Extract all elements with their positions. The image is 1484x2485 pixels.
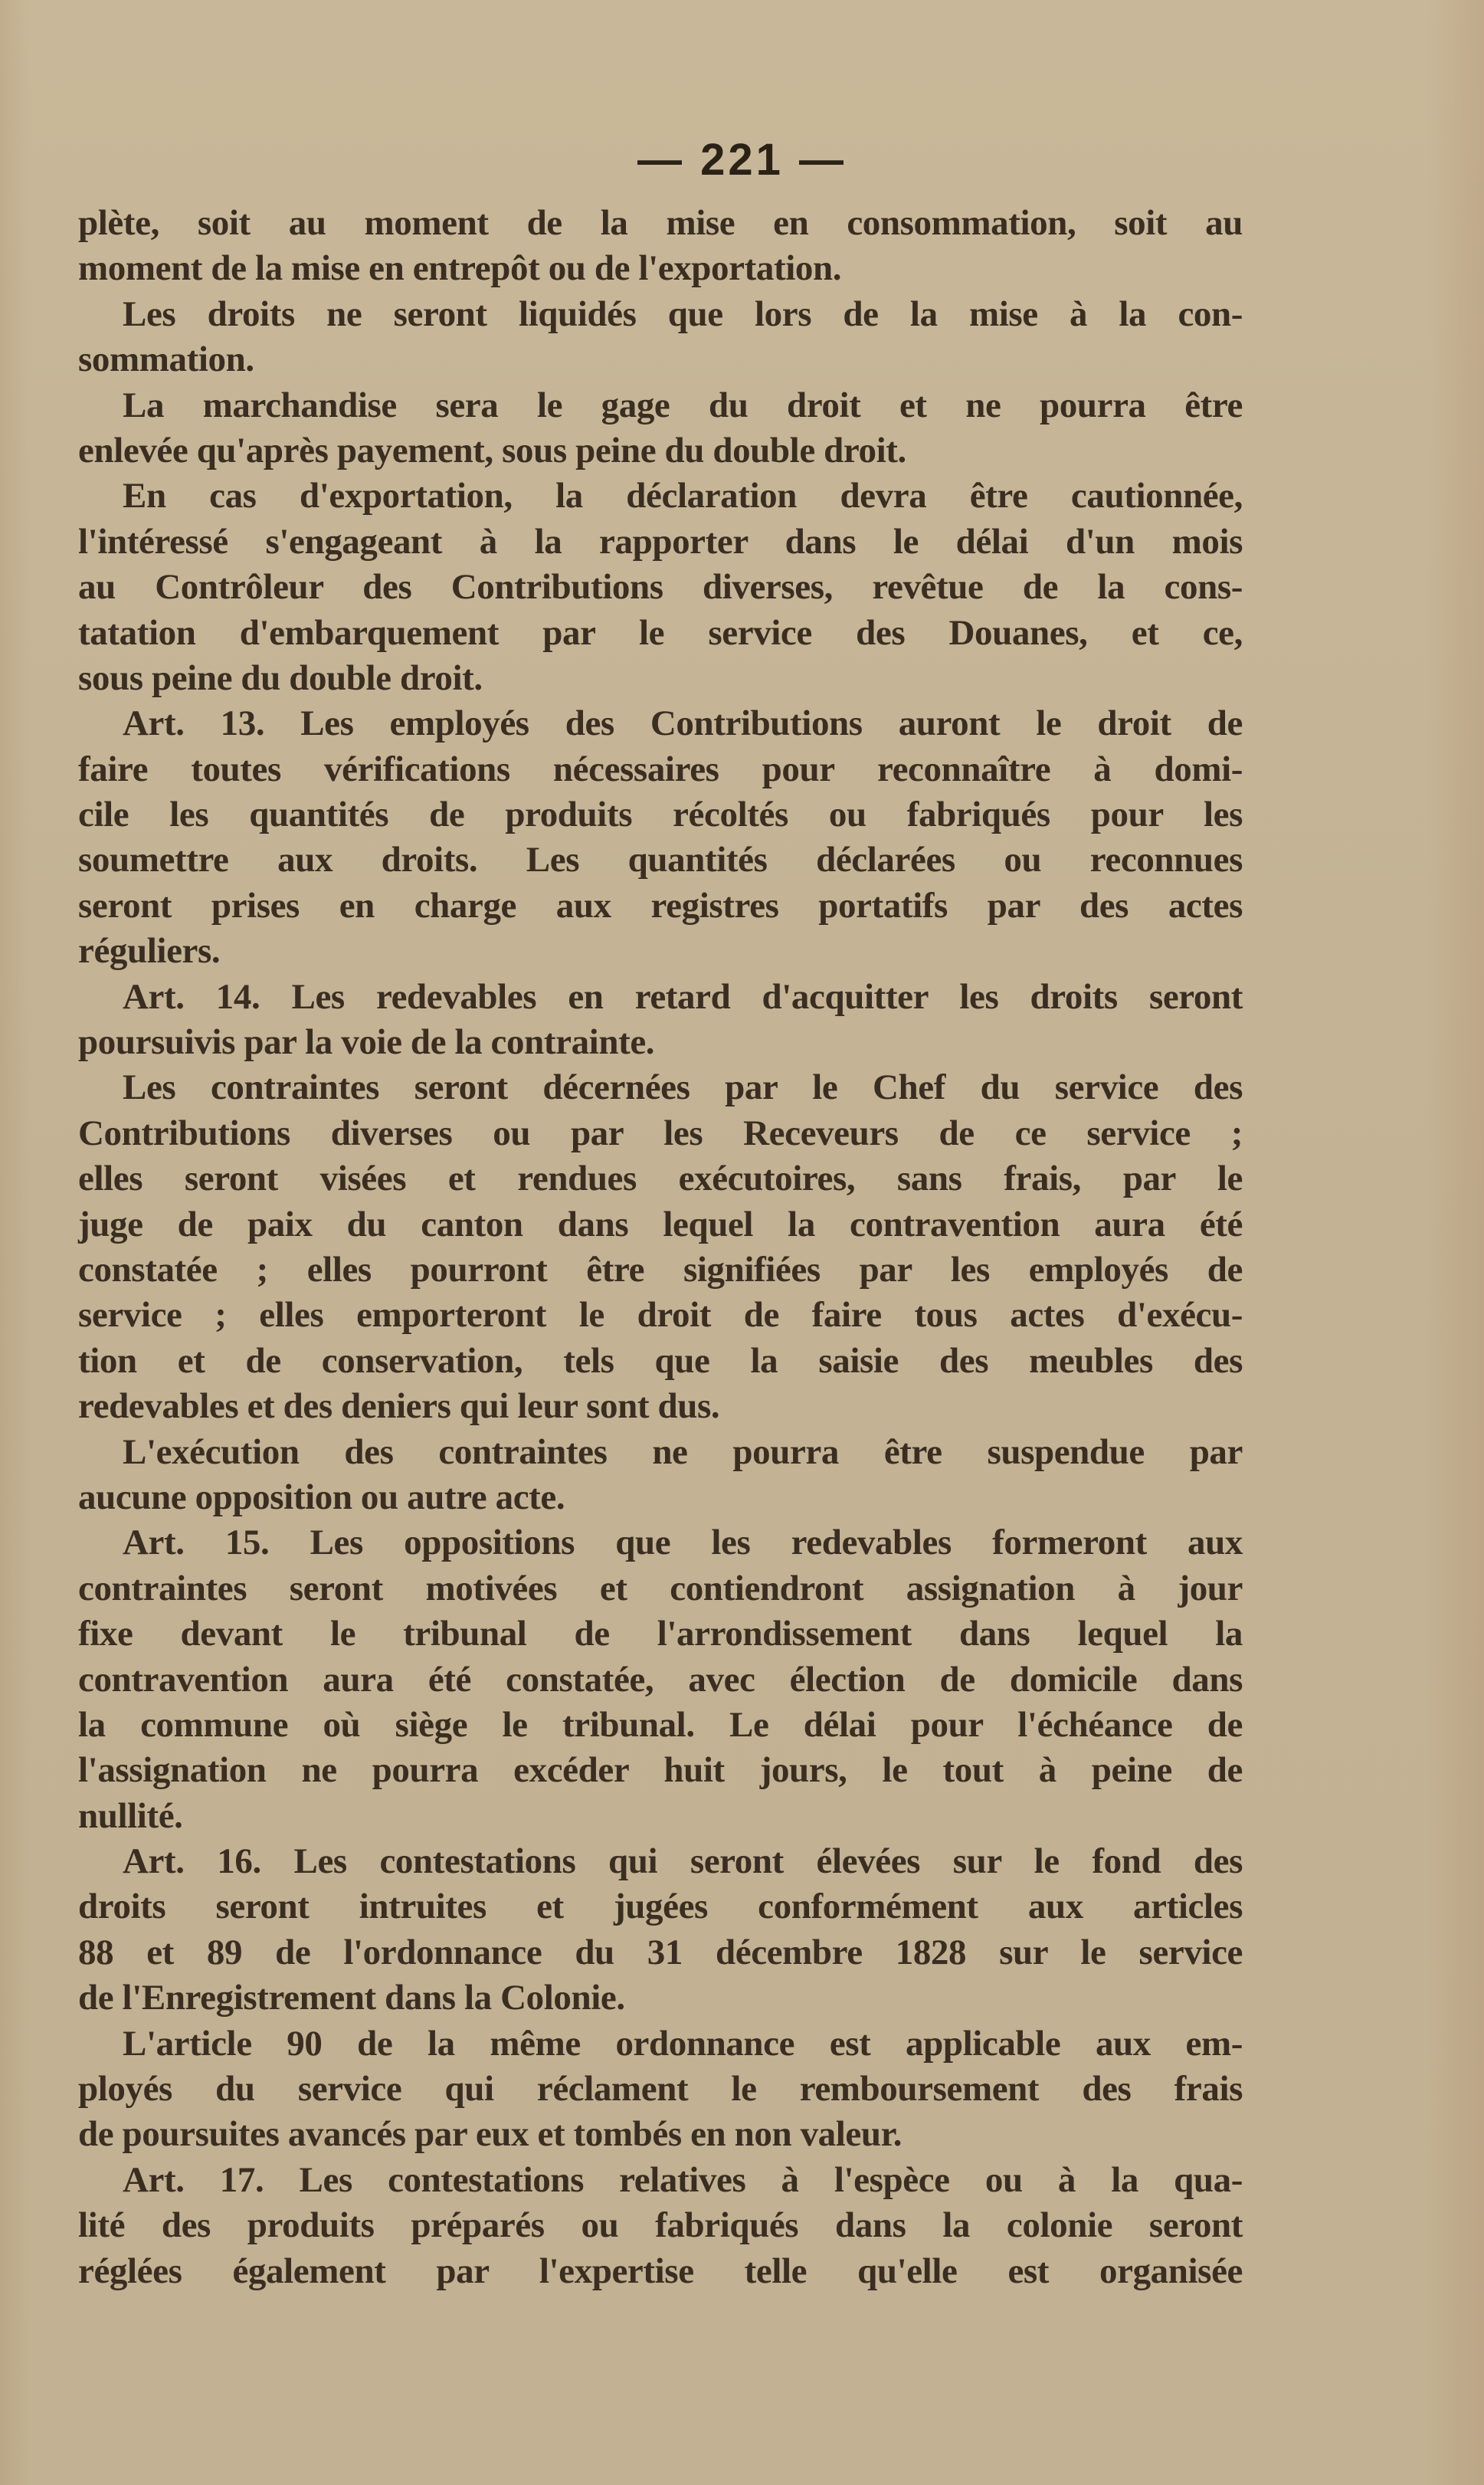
paragraph-start-line: Art. 16. Les contestations qui seront élevées sur le fond des [123, 1841, 1243, 1882]
text-line: faire toutes vérifications nécessaires pour reconnaître à domi- [78, 749, 1243, 789]
text-line: plète, soit au moment de la mise en consommation, soit au [78, 203, 1243, 243]
text-line: sommation. [78, 339, 254, 380]
body-text [78, 201, 1243, 2294]
text-line: de poursuites avancés par eux et tombés en non valeur. [78, 2114, 903, 2155]
text-line: au Contrôleur des Contributions diverses, revêtue de la cons- [78, 567, 1243, 608]
text-line: de l'Enregistrement dans la Colonie. [78, 1978, 625, 2018]
paragraph-start-line: L'exécution des contraintes ne pourra être suspendue par [123, 1431, 1243, 1472]
text-line: l'assignation ne pourra excéder huit jours, le tout à peine de [78, 1750, 1243, 1791]
text-line: 88 et 89 de l'ordonnance du 31 décembre 1828 sur le service [78, 1932, 1243, 1972]
text-line: tion et de conservation, tels que la saisie des meubles des [78, 1340, 1243, 1381]
text-line: Contributions diverses ou par les Receveurs de ce service ; [78, 1113, 1243, 1153]
text-line: poursuivis par la voie de la contrainte. [78, 1022, 655, 1063]
paragraph-start-line: Art. 14. Les redevables en retard d'acquitter les droits seront [123, 976, 1243, 1017]
paragraph-start-line: L'article 90 de la même ordonnance est applicable aux em- [123, 2023, 1243, 2064]
paragraph-start-line: Les contraintes seront décernées par le Chef du service des [123, 1067, 1243, 1108]
text-line: contraintes seront motivées et contiendront assignation à jour [78, 1568, 1243, 1608]
paragraph-start-line: Art. 13. Les employés des Contributions auront le droit de [123, 703, 1243, 744]
text-line: service ; elles emporteront le droit de faire tous actes d'exécu- [78, 1295, 1243, 1336]
text-line: aucune opposition ou autre acte. [78, 1477, 565, 1517]
text-line: seront prises en charge aux registres portatifs par des actes [78, 885, 1243, 926]
text-line: juge de paix du canton dans lequel la contravention aura été [78, 1204, 1243, 1244]
paragraph-start-line: La marchandise sera le gage du droit et ne pourra être [123, 385, 1243, 425]
page-number: — 221 — [637, 135, 847, 185]
text-line: réglées également par l'expertise telle qu'elle est organisée [78, 2251, 1243, 2291]
text-line: réguliers. [78, 931, 221, 972]
paragraph-start-line: En cas d'exportation, la déclaration devra être cautionnée, [123, 476, 1243, 516]
text-line: tatation d'embarquement par le service des Douanes, et ce, [78, 612, 1243, 653]
text-line: droits seront intruites et jugées conformément aux articles [78, 1887, 1243, 1927]
text-line: la commune où siège le tribunal. Le délai pour l'échéance de [78, 1704, 1243, 1745]
paragraph-start-line: Art. 17. Les contestations relatives à l'espèce ou à la qua- [123, 2159, 1243, 2200]
paragraph-start-line: Art. 15. Les oppositions que les redevables formeront aux [123, 1523, 1243, 1563]
text-line: ployés du service qui réclament le remboursement des frais [78, 2069, 1243, 2110]
text-line: lité des produits préparés ou fabriqués dans la colonie seront [78, 2205, 1243, 2246]
text-line: enlevée qu'après payement, sous peine du double droit. [78, 430, 906, 470]
paragraph-start-line: Les droits ne seront liquidés que lors de la mise à la con- [123, 293, 1243, 334]
text-line: cile les quantités de produits récoltés ou fabriqués pour les [78, 795, 1243, 835]
text-line: moment de la mise en entrepôt ou de l'exportation. [78, 248, 842, 289]
text-line: sous peine du double droit. [78, 657, 483, 698]
text-line: fixe devant le tribunal de l'arrondissement dans lequel la [78, 1614, 1243, 1654]
text-line: soumettre aux droits. Les quantités déclarées ou reconnues [78, 840, 1243, 880]
text-line: contravention aura été constatée, avec élection de domicile dans [78, 1659, 1243, 1700]
text-line: elles seront visées et rendues exécutoires, sans frais, par le [78, 1159, 1243, 1199]
text-line: constatée ; elles pourront être signifiées par les employés de [78, 1249, 1243, 1290]
text-line: nullité. [78, 1795, 183, 1836]
text-line: l'intéressé s'engageant à la rapporter dans le délai d'un mois [78, 521, 1243, 562]
text-line: redevables et des deniers qui leur sont dus. [78, 1386, 720, 1427]
